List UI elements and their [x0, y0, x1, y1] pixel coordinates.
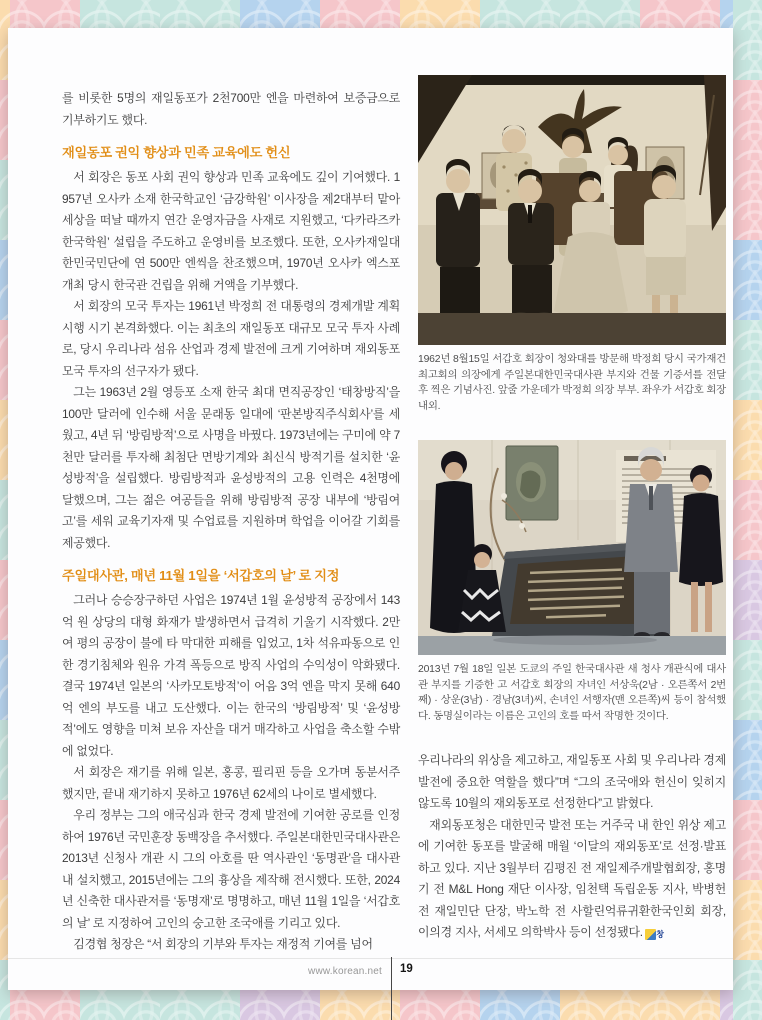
paragraph: 서 회장은 동포 사회 권익 향상과 민족 교육에도 깊이 기여했다. 1957년 오사카 소재 한국학교인 ‘금강학원’ 이사장을 제2대부터 맡아 세상을 떠날 때까지 연간 운영자금을 사재로 지원했고, ‘다카라즈카한국학원’ 설립을 주도하고 운영비를 보조했다. 또한, 오사카재일대한민국민단에 연 500만 엔씩을 찬조했으며, 1970년 오사카 엑스포 개최 당시 한국관 건립을 위해 거액을 기부했다.	[62, 170, 400, 292]
photo1-caption: 1962년 8월15일 서갑호 회장이 청와대를 방문해 박정희 당시 국가재건최고회의 의장에게 주일본대한민국대사관 부지와 건물 기증서를 전달 후 찍은 기념사진. 앞줄 가운데가 박정희 의장 부부. 좌우가 서갑호 회장 내외.	[418, 354, 726, 412]
section1-heading: 재일동포 권익 향상과 민족 교육에도 헌신	[62, 145, 291, 160]
border-tile-pink	[733, 800, 762, 880]
paragraph: 서 회장은 재기를 위해 일본, 홍콩, 필리핀 등을 오가며 동분서주했지만, 끝내 재기하지 못하고 1976년 62세의 나이로 별세했다.	[62, 765, 400, 801]
border-tile-blue	[733, 240, 762, 320]
paragraph	[418, 815, 726, 944]
photo-embassy-monument-2013	[418, 440, 726, 655]
border-tile-mint	[733, 0, 762, 80]
border-tile-pink	[733, 80, 762, 160]
border-tile-pink	[320, 0, 400, 28]
content-columns	[62, 75, 726, 956]
border-tile-pink	[733, 160, 762, 240]
footer-site-url: www.korean.net	[308, 966, 382, 977]
border-strip-top	[0, 0, 762, 28]
paragraph: 그러나 승승장구하던 사업은 1974년 1월 윤성방적 공장에서 143억 원 상당의 대형 화재가 발생하면서 급격히 기울기 시작했다. 2만여 평의 공장이 불에 타 막대한 피해를 입었고, 1차 석유파동으로 인한 경기침체와 원유 가격 폭등으로 방직 사업의 수익성이 악화됐다. 결국 1974년 일본의 ‘사카모토방적’이 어음 3억 엔을 막지 못해 640억 엔의 부도를 내고 도산했다. 이는 한국의 ‘방림방적’ 및 ‘윤성방적’에도 영향을 미쳐 보유 자산을 대거 매각하고 사업을 축소할 수밖에 없었다.	[62, 593, 400, 758]
right-column	[418, 75, 726, 956]
border-tile-mint	[560, 0, 640, 28]
border-tile-mint	[480, 0, 560, 28]
border-tile-mint	[733, 640, 762, 720]
border-tile-peach	[560, 990, 640, 1020]
border-tile-lavender	[240, 990, 320, 1020]
border-tile-peach	[400, 0, 480, 28]
footer-divider-line	[391, 957, 392, 1020]
border-tile-pink	[0, 0, 80, 28]
border-tile-mint	[160, 0, 240, 28]
border-tile-peach	[733, 880, 762, 960]
border-tile-blue	[240, 0, 320, 28]
border-tile-mint	[733, 960, 762, 1020]
border-tile-pink	[640, 0, 720, 28]
paragraph: 그는 1963년 2월 영등포 소재 한국 최대 면직공장인 ‘태창방직’을 100만 달러에 인수해 서울 문래동 일대에 ‘판본방직주식회사’를 세웠고, 4년 뒤 ‘방림방적’으로 사명을 바꿨다. 1973년에는 구미에 약 7천만 달러를 투자해 최첨단 면방기계와 최신식 방적기를 설치한 ‘윤성방적’을 설립했다. 방림방적과 윤성방적의 고용 인력은 4천명에 달했으며, 그는 젊은 여공들을 위해 방림방적 공장 내부에 ‘방림여고’를 세워 교육기자재 및 수업료를 지원하며 학업을 이어갈 기회를 제공했다.	[62, 385, 400, 550]
magazine-page	[8, 28, 733, 990]
border-strip-bottom	[0, 990, 762, 1020]
border-tile-blue	[733, 720, 762, 800]
paragraph: 서 회장의 모국 투자는 1961년 박정희 전 대통령의 경제개발 계획 시행 시기 본격화했다. 이는 최초의 재일동포 대규모 모국 투자 사례로, 당시 우리나라 섬유 산업과 경제 발전에 크게 기여하며 재외동포 모국 투자의 선구자가 됐다.	[62, 299, 400, 378]
border-tile-peach	[320, 990, 400, 1020]
footer-rule	[8, 958, 733, 959]
paragraph-text: 재외동포청은 대한민국 발전 또는 거주국 내 한인 위상 제고에 기여한 동포를 발굴해 매월 ‘이달의 재외동포’로 선정·발표하고 있다. 지난 3월부터 김평진 전 재일제주개발협회장, 홍명기 전 M&L Hong 재단 이사장, 임천택 독립운동 지사, 박병헌 전 재일민단 단장, 박노학 전 사할린억류귀환한국인회 회장, 이의경 지사, 서세모 의학박사 등이 선정됐다.	[418, 817, 726, 939]
photo2-caption: 2013년 7월 18일 일본 도쿄의 주일 한국대사관 새 청사 개관식에 대사관 부지를 기증한 고 서갑호 회장의 자녀인 서상욱(2남 · 오른쪽서 2번째) · 상운(3남) · 경남(3녀)씨, 손녀인 서행자(맨 오른쪽)씨 등이 참석했다. 동명실이라는 이름은 고인의 호를 따서 작명한 것이다.	[418, 664, 726, 722]
section2-heading: 주일대사관, 매년 11월 1일을 ‘서갑호의 날’ 로 지정	[62, 568, 340, 583]
photo-blue-house-1962	[418, 75, 726, 345]
border-tile-mint	[160, 990, 240, 1020]
border-tile-mint	[80, 0, 160, 28]
intro-paragraph: 를 비롯한 5명의 재일동포가 2천700만 엔을 마련하여 보증금으로 기부하기도 했다.	[62, 91, 400, 127]
border-tile-blue	[480, 990, 560, 1020]
border-tile-peach	[733, 400, 762, 480]
left-column	[62, 88, 400, 956]
border-tile-pink	[733, 480, 762, 560]
border-tile-lavender	[733, 560, 762, 640]
paragraph: 김경협 청장은 “서 회장의 기부와 투자는 재정적 기여를 넘어	[73, 937, 373, 951]
border-tile-pink	[0, 990, 80, 1020]
border-strip-right	[733, 0, 762, 1020]
border-tile-pink	[400, 990, 480, 1020]
paragraph: 우리 정부는 그의 애국심과 한국 경제 발전에 기여한 공로를 인정하여 1976년 국민훈장 동백장을 추서했다. 주일본대한민국대사관은 2013년 신청사 개관 시 그의 아호를 딴 역사관인 ‘동명관’을 대사관 내 설치했고, 2015년에는 그의 흉상을 제작해 전시했다. 또한, 2024년 신축한 대사관저를 ‘동명재’로 명명하고, 매년 11월 1일을 ‘서갑호의 날’ 로 지정하여 고인의 숭고한 조국애를 기리고 있다.	[62, 808, 400, 930]
border-tile-peach	[640, 990, 720, 1020]
footer-page-number: 19	[400, 963, 413, 975]
border-tile-mint	[80, 990, 160, 1020]
border-tile-mint	[733, 320, 762, 400]
article-end-mark-icon: 창	[645, 929, 656, 940]
paragraph: 우리나라의 위상을 제고하고, 재일동포 사회 및 우리나라 경제 발전에 중요한 역할을 했다”며 “그의 조국애와 헌신이 잊히지 않도록 10월의 재외동포로 선정한다”고 밝혔다.	[418, 753, 726, 810]
